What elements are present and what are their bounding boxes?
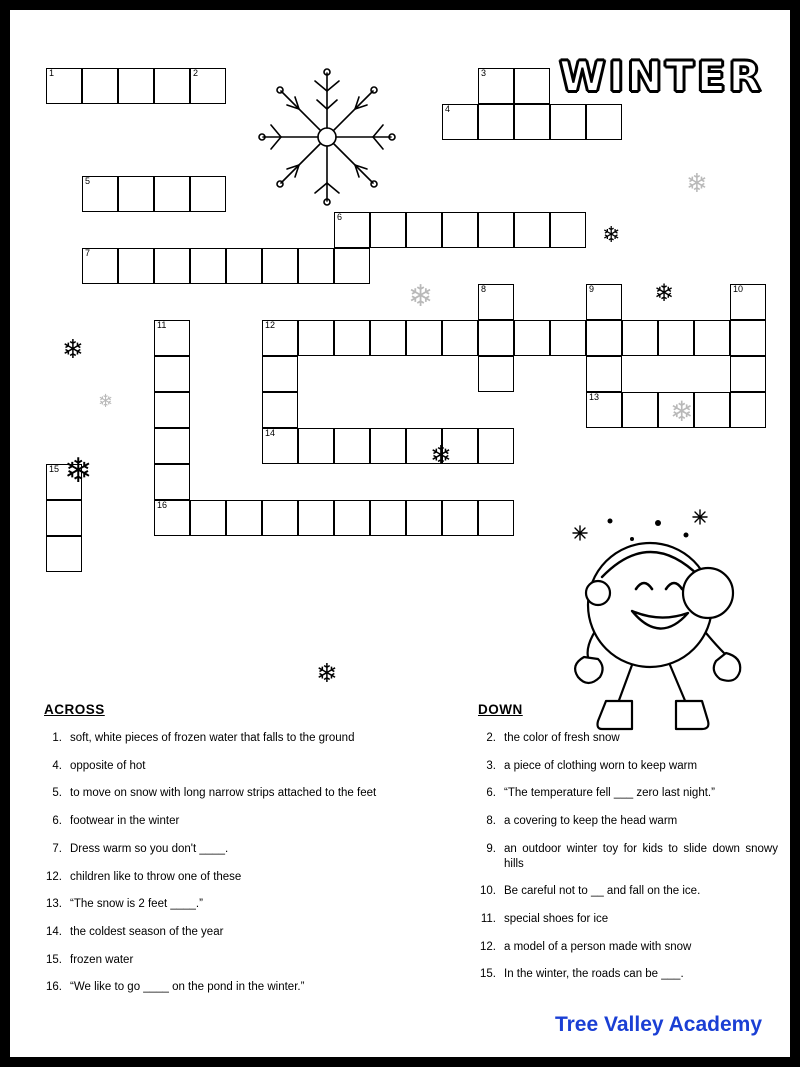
down-clue-number: 2. xyxy=(486,732,496,744)
down-clue-number: 15. xyxy=(480,968,496,981)
crossword-cell[interactable] xyxy=(154,248,190,284)
across-clue-number: 12. xyxy=(46,870,62,883)
down-clue-text: special shoes for ice xyxy=(504,913,609,926)
across-clue-number: 14. xyxy=(46,926,62,939)
crossword-cell[interactable] xyxy=(442,320,478,356)
crossword-cell[interactable] xyxy=(730,356,766,392)
snowflake-icon: ❄ xyxy=(408,280,434,313)
down-clue-text: a model of a person made with snow xyxy=(504,940,692,953)
crossword-cell[interactable] xyxy=(586,356,622,392)
down-clue-item xyxy=(478,912,778,927)
across-clue-number: 4. xyxy=(52,759,62,772)
crossword-cell[interactable] xyxy=(658,320,694,356)
crossword-cell[interactable] xyxy=(622,392,658,428)
crossword-cell[interactable] xyxy=(46,500,82,536)
crossword-cell[interactable] xyxy=(370,500,406,536)
across-clue-text: opposite of hot xyxy=(70,759,146,772)
crossword-cell[interactable] xyxy=(730,284,766,320)
crossword-cell[interactable] xyxy=(118,248,154,284)
across-clues xyxy=(44,702,439,1008)
down-clue-text: Be careful not to __ and fall on the ice. xyxy=(504,885,701,898)
down-clue-item xyxy=(478,940,778,955)
crossword-cell[interactable] xyxy=(442,212,478,248)
crossword-cell[interactable] xyxy=(154,464,190,500)
crossword-cell[interactable] xyxy=(406,320,442,356)
crossword-cell[interactable] xyxy=(154,320,190,356)
crossword-cell[interactable] xyxy=(334,248,370,284)
crossword-cell[interactable] xyxy=(226,248,262,284)
cell-number: 15 xyxy=(49,464,60,474)
cell-number: 12 xyxy=(265,320,276,330)
snowflake-icon: ❄ xyxy=(670,396,694,427)
crossword-cell[interactable] xyxy=(514,68,550,104)
across-clue-text: frozen water xyxy=(70,953,134,966)
cell-number: 6 xyxy=(337,212,343,222)
crossword-cell[interactable] xyxy=(586,284,622,320)
crossword-cell[interactable] xyxy=(478,320,514,356)
snowflake-icon: ❄ xyxy=(602,222,621,247)
crossword-cell[interactable] xyxy=(478,428,514,464)
down-clue-number: 11. xyxy=(480,913,496,926)
crossword-cell[interactable] xyxy=(514,320,550,356)
crossword-cell[interactable] xyxy=(262,320,298,356)
across-clue-text: “We like to go ____ on the pond in the winter.” xyxy=(70,981,305,994)
crossword-cell[interactable] xyxy=(46,68,82,104)
crossword-cell[interactable] xyxy=(334,428,370,464)
crossword-cell[interactable] xyxy=(82,68,118,104)
down-clue-text: an outdoor winter toy for kids to slide down snowy hills xyxy=(504,842,778,870)
crossword-cell[interactable] xyxy=(334,320,370,356)
crossword-cell[interactable] xyxy=(46,536,82,572)
crossword-cell[interactable] xyxy=(586,104,622,140)
crossword-cell[interactable] xyxy=(370,320,406,356)
crossword-cell[interactable] xyxy=(478,500,514,536)
crossword-cell[interactable] xyxy=(694,392,730,428)
crossword-cell[interactable] xyxy=(550,212,586,248)
down-clue-number: 6. xyxy=(486,787,496,800)
down-clue-text: “The temperature fell ___ zero last night.” xyxy=(504,787,715,800)
crossword-cell[interactable] xyxy=(154,356,190,392)
down-clue-text: In the winter, the roads can be ___. xyxy=(504,968,684,981)
down-clue-item xyxy=(478,731,778,746)
cell-number: 13 xyxy=(589,392,600,402)
cell-number: 4 xyxy=(445,104,451,114)
cell-number: 2 xyxy=(193,68,199,78)
down-clue-item xyxy=(478,759,778,774)
cell-number: 3 xyxy=(481,68,487,78)
down-clue-text: a covering to keep the head warm xyxy=(504,815,678,828)
across-clue-text: to move on snow with long narrow strips attached to the feet xyxy=(70,787,377,800)
snowflake-icon: ❄ xyxy=(98,391,114,411)
crossword-cell[interactable] xyxy=(190,500,226,536)
worksheet-page xyxy=(10,10,790,1057)
crossword-cell[interactable] xyxy=(586,392,622,428)
crossword-cell[interactable] xyxy=(478,68,514,104)
snowflake-icon: ❄ xyxy=(62,334,84,364)
brand-footer: Tree Valley Academy xyxy=(554,1013,762,1036)
down-clue-item xyxy=(478,884,778,899)
down-clue-item xyxy=(478,967,778,982)
across-clue-text: footwear in the winter xyxy=(70,815,180,828)
snowflake-icon: ❄ xyxy=(654,280,675,307)
crossword-cell[interactable] xyxy=(190,176,226,212)
across-clue-number: 15. xyxy=(46,953,62,966)
crossword-cell[interactable] xyxy=(262,392,298,428)
crossword-cell[interactable] xyxy=(586,320,622,356)
cell-number: 16 xyxy=(157,500,168,510)
down-clue-item xyxy=(478,786,778,801)
crossword-cell[interactable] xyxy=(478,104,514,140)
down-clue-text: a piece of clothing worn to keep warm xyxy=(504,759,698,772)
across-clue-number: 13. xyxy=(46,898,62,911)
across-clue-text: “The snow is 2 feet ____.” xyxy=(70,898,203,911)
crossword-cell[interactable] xyxy=(298,320,334,356)
crossword-cell[interactable] xyxy=(478,212,514,248)
down-heading: DOWN xyxy=(478,702,523,717)
crossword-cell[interactable] xyxy=(262,428,298,464)
across-clue-item xyxy=(44,870,439,885)
crossword-cell[interactable] xyxy=(118,68,154,104)
across-clue-item xyxy=(44,953,439,968)
crossword-cell[interactable] xyxy=(334,500,370,536)
across-clue-text: the coldest season of the year xyxy=(70,926,224,939)
crossword-cell[interactable] xyxy=(622,320,658,356)
down-clues xyxy=(478,702,778,995)
crossword-cell[interactable] xyxy=(550,104,586,140)
crossword-cell[interactable] xyxy=(82,248,118,284)
crossword-cell[interactable] xyxy=(370,212,406,248)
cell-number: 10 xyxy=(733,284,744,294)
across-heading: ACROSS xyxy=(44,702,105,717)
crossword-cell[interactable] xyxy=(442,104,478,140)
cell-number: 9 xyxy=(589,284,595,294)
down-clue-text: the color of fresh snow xyxy=(504,732,620,744)
crossword-cell[interactable] xyxy=(154,68,190,104)
down-clue-item xyxy=(478,814,778,829)
across-clue-text: children like to throw one of these xyxy=(70,870,242,883)
snowflake-icon: ❄ xyxy=(64,452,93,490)
crossword-cell[interactable] xyxy=(694,320,730,356)
crossword-cell[interactable] xyxy=(262,500,298,536)
across-clue-item xyxy=(44,980,439,995)
cell-number: 14 xyxy=(265,428,276,438)
cell-number: 7 xyxy=(85,248,91,258)
down-clue-number: 9. xyxy=(486,842,496,855)
crossword-cell[interactable] xyxy=(406,500,442,536)
cell-number: 5 xyxy=(85,176,91,186)
across-clue-number: 7. xyxy=(52,842,62,855)
page-title: WINTER xyxy=(559,52,764,101)
across-clue-number: 5. xyxy=(52,787,62,800)
snowflake-icon: ❄ xyxy=(316,658,338,688)
crossword-cell[interactable] xyxy=(226,500,262,536)
down-clue-number: 12. xyxy=(480,940,496,953)
down-clue-number: 8. xyxy=(486,815,496,828)
across-clue-item xyxy=(44,814,439,829)
crossword-cell[interactable] xyxy=(370,428,406,464)
across-clue-number: 6. xyxy=(52,815,62,828)
crossword-cell[interactable] xyxy=(154,500,190,536)
down-clue-number: 10. xyxy=(480,885,496,898)
down-clue-item xyxy=(478,842,778,871)
across-clue-text: Dress warm so you don't ____. xyxy=(70,842,229,855)
crossword-cell[interactable] xyxy=(298,500,334,536)
crossword-cell[interactable] xyxy=(262,356,298,392)
crossword-cell[interactable] xyxy=(514,212,550,248)
crossword-cell[interactable] xyxy=(478,284,514,320)
across-clue-item xyxy=(44,842,439,857)
crossword-cell[interactable] xyxy=(730,320,766,356)
crossword-cell[interactable] xyxy=(442,500,478,536)
across-clue-text: soft, white pieces of frozen water that falls to the ground xyxy=(70,732,355,744)
crossword-cell[interactable] xyxy=(82,176,118,212)
crossword-cell[interactable] xyxy=(298,428,334,464)
across-clue-number: 16. xyxy=(46,981,62,994)
across-clue-item xyxy=(44,897,439,912)
down-clue-number: 3. xyxy=(486,759,496,772)
crossword-cell[interactable] xyxy=(730,392,766,428)
across-clue-item xyxy=(44,731,439,746)
across-clue-item xyxy=(44,786,439,801)
crossword-cell[interactable] xyxy=(334,212,370,248)
cell-number: 8 xyxy=(481,284,487,294)
cell-number: 11 xyxy=(157,320,167,330)
crossword-cell[interactable] xyxy=(154,428,190,464)
crossword-cell[interactable] xyxy=(298,248,334,284)
across-clue-item xyxy=(44,759,439,774)
crossword-cell[interactable] xyxy=(118,176,154,212)
across-clue-number: 1. xyxy=(52,732,62,744)
crossword-cell[interactable] xyxy=(154,392,190,428)
snowflake-icon: ❄ xyxy=(686,168,708,198)
crossword-cell[interactable] xyxy=(262,248,298,284)
crossword-cell[interactable] xyxy=(478,356,514,392)
crossword-cell[interactable] xyxy=(190,248,226,284)
snowflake-icon: ❄ xyxy=(430,440,452,470)
crossword-cell[interactable] xyxy=(406,212,442,248)
crossword-cell[interactable] xyxy=(154,176,190,212)
crossword-cell[interactable] xyxy=(190,68,226,104)
crossword-cell[interactable] xyxy=(514,104,550,140)
across-clue-item xyxy=(44,925,439,940)
cell-number: 1 xyxy=(49,68,55,78)
crossword-cell[interactable] xyxy=(550,320,586,356)
